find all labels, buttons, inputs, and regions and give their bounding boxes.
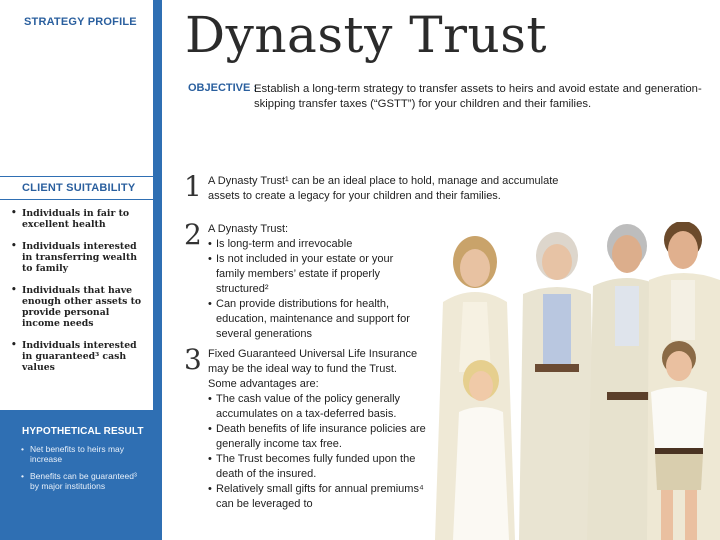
section-3-bullet: • Relatively small gifts for annual premiums⁴ can be leveraged to <box>208 482 432 512</box>
section-2-bullet: • Is not included in your estate or your family members’ estate if properly structured² <box>208 252 423 297</box>
section-2-block <box>208 222 423 342</box>
suitability-item: • Individuals interested in guaranteed³ cash values <box>8 340 150 373</box>
sidebar-divider-bottom <box>0 199 153 200</box>
section-2-bullet: • Is long-term and irrevocable <box>208 237 423 252</box>
vertical-accent-rule <box>153 0 162 540</box>
section-number-1: 1 <box>184 170 202 203</box>
objective-text: Establish a long-term strategy to transfer assets to heirs and avoid estate and generation-skipping transfer taxes (“GSTT”) for your children and their families. <box>254 83 702 110</box>
section-number-3: 3 <box>184 343 202 376</box>
suitability-item: • Individuals in fair to excellent health <box>8 208 150 230</box>
objective-label: OBJECTIVE : <box>188 82 258 94</box>
section-3-bullet: • The Trust becomes fully funded upon the death of the insured. <box>208 452 432 482</box>
sidebar-divider-top <box>0 176 153 177</box>
section-1-text: A Dynasty Trust¹ can be an ideal place to hold, manage and accumulate assets to create a legacy for your children and their families. <box>208 175 559 202</box>
hypothetical-result-list <box>20 444 148 498</box>
section-3-list <box>208 392 432 512</box>
suitability-item: • Individuals that have enough other assets to provide personal income needs <box>8 285 150 329</box>
section-2-intro: A Dynasty Trust: <box>208 223 289 235</box>
section-3-bullet: • The cash value of the policy generally accumulates on a tax-deferred basis. <box>208 392 432 422</box>
section-3-bullet: • Death benefits of life insurance policies are generally income tax free. <box>208 422 432 452</box>
client-suitability-list <box>8 208 150 384</box>
hypothetical-item: • Benefits can be guaranteed³ by major institutions <box>20 471 148 491</box>
section-2-list <box>208 237 423 342</box>
hypothetical-result-panel <box>0 410 153 540</box>
sidebar <box>0 0 158 540</box>
hypothetical-result-heading: HYPOTHETICAL RESULT <box>22 426 144 437</box>
page-title: Dynasty Trust <box>185 6 547 64</box>
section-3-intro: Fixed Guaranteed Universal Life Insurance may be the ideal way to fund the Trust. <box>208 348 418 375</box>
section-number-2: 2 <box>184 218 202 251</box>
strategy-profile-label: STRATEGY PROFILE <box>24 16 137 28</box>
section-3-subhead: Some advantages are: <box>208 378 319 390</box>
family-photo <box>435 222 720 540</box>
section-3-block <box>208 347 432 512</box>
suitability-item: • Individuals interested in transferring wealth to family <box>8 241 150 274</box>
section-2-bullet: • Can provide distributions for health, education, maintenance and support for several generations <box>208 297 423 342</box>
hypothetical-item: • Net benefits to heirs may increase <box>20 444 148 464</box>
client-suitability-heading: CLIENT SUITABILITY <box>22 182 136 194</box>
